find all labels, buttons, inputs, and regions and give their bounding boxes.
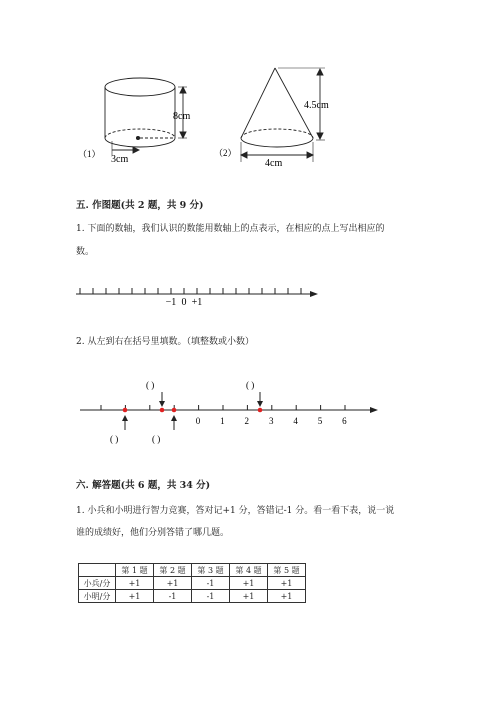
cylinder-height-label: 8cm bbox=[173, 111, 191, 122]
geometry-figures bbox=[0, 0, 500, 180]
score-cell: +1 bbox=[268, 577, 306, 590]
section5-q1-text-line2: 数。 bbox=[76, 247, 95, 257]
number-line-2-tick-label: 5 bbox=[317, 416, 323, 426]
number-line-1-label-minus-one: −1 bbox=[165, 297, 177, 308]
score-cell: -1 bbox=[192, 577, 230, 590]
table-header-cell bbox=[79, 564, 116, 577]
point-1 bbox=[123, 408, 128, 413]
score-cell: +1 bbox=[268, 590, 306, 603]
score-cell: +1 bbox=[116, 577, 154, 590]
section5-q2-text: 2. 从左到右在括号里填数。（填整数或小数） bbox=[76, 337, 254, 347]
point-2 bbox=[160, 408, 165, 413]
score-cell: +1 bbox=[230, 577, 268, 590]
score-cell: -1 bbox=[192, 590, 230, 603]
number-line-2-tick-label: 4 bbox=[293, 416, 298, 426]
score-table bbox=[78, 563, 306, 603]
section5-title: 五. 作图题(共 2 题，共 9 分) bbox=[76, 200, 204, 211]
section6-q1-text-line1: 1. 小兵和小明进行智力竞赛，答对记+1 分，答错记-1 分。看一看下表，说一说 bbox=[76, 506, 395, 516]
number-line-1 bbox=[0, 280, 500, 310]
number-line-2-tick-label: 2 bbox=[244, 416, 250, 426]
score-cell: -1 bbox=[154, 590, 192, 603]
upper-blank-2: ( ) bbox=[246, 380, 255, 390]
table-header-cell: 第 1 题 bbox=[116, 564, 154, 577]
table-header-row bbox=[79, 564, 306, 577]
cone-figure bbox=[241, 68, 325, 162]
lower-blank-2: ( ) bbox=[152, 434, 161, 444]
up-arrow-1 bbox=[122, 415, 128, 421]
up-arrow-2 bbox=[171, 415, 177, 421]
cylinder-radius-label: 3cm bbox=[111, 154, 129, 165]
table-header-cell: 第 5 题 bbox=[268, 564, 306, 577]
number-line-1-label-plus-one: +1 bbox=[191, 297, 203, 308]
table-row bbox=[79, 590, 306, 603]
number-line-2-tick-label: 6 bbox=[342, 416, 347, 426]
cone-height-label: 4.5cm bbox=[304, 100, 329, 111]
cone-diameter-label: 4cm bbox=[265, 158, 283, 169]
score-cell: +1 bbox=[230, 590, 268, 603]
point-4 bbox=[258, 408, 263, 413]
row-name-cell: 小明/分 bbox=[79, 590, 116, 603]
upper-blank-1: ( ) bbox=[146, 380, 155, 390]
down-arrow-2 bbox=[257, 401, 263, 407]
lower-blank-1: ( ) bbox=[110, 434, 119, 444]
number-line-2-tick-label: 1 bbox=[220, 416, 225, 426]
number-line-2-tick-label: 0 bbox=[195, 416, 201, 426]
section6-title: 六. 解答题(共 6 题，共 34 分) bbox=[76, 480, 211, 491]
table-header-cell: 第 4 题 bbox=[230, 564, 268, 577]
point-3 bbox=[172, 408, 177, 413]
cone-index: （2） bbox=[214, 148, 237, 158]
section5-q1-text-line1: 1. 下面的数轴，我们认识的数能用数轴上的点表示，在相应的点上写出相应的 bbox=[76, 224, 385, 234]
number-line-1-label-zero: 0 bbox=[181, 297, 187, 308]
cylinder-index: （1） bbox=[78, 149, 101, 159]
number-line-2 bbox=[0, 370, 500, 450]
down-arrow-1 bbox=[159, 401, 165, 407]
table-header-cell: 第 3 题 bbox=[192, 564, 230, 577]
score-cell: +1 bbox=[154, 577, 192, 590]
number-line-2-tick-label: 3 bbox=[268, 416, 274, 426]
row-name-cell: 小兵/分 bbox=[79, 577, 116, 590]
score-cell: +1 bbox=[116, 590, 154, 603]
table-header-cell: 第 2 题 bbox=[154, 564, 192, 577]
table-row bbox=[79, 577, 306, 590]
section6-q1-text-line2: 谁的成绩好，他们分别答错了哪几题。 bbox=[76, 528, 230, 538]
